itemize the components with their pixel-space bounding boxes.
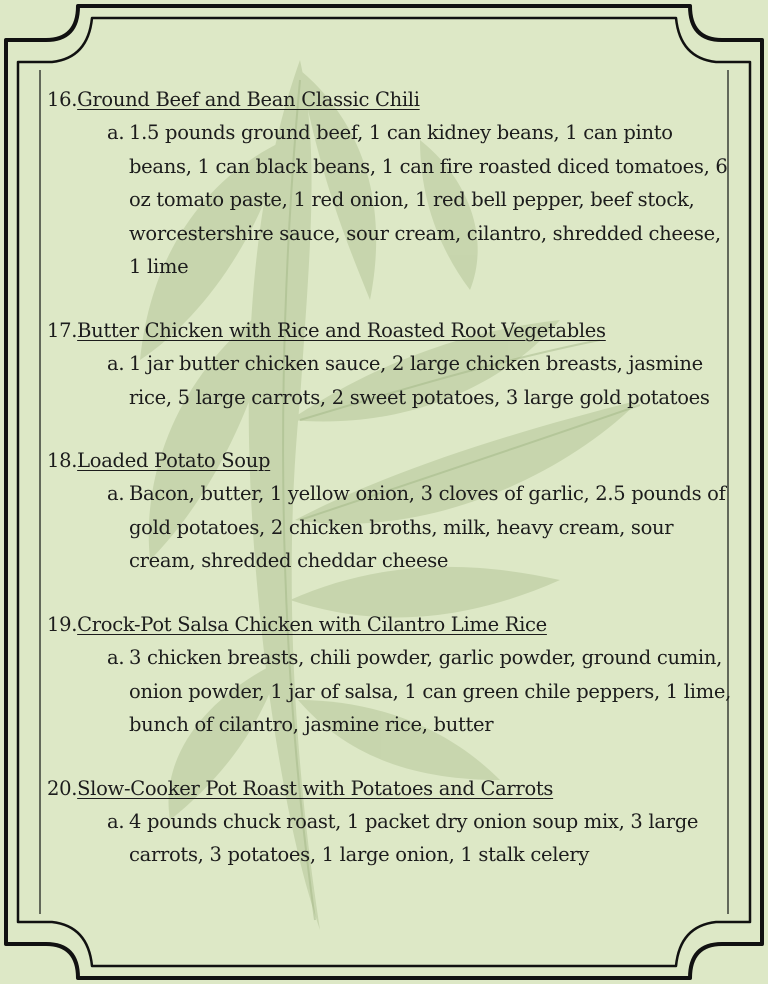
item-letter: a. xyxy=(107,809,125,833)
recipe-20 xyxy=(47,773,737,872)
ingredients-text: 1.5 pounds ground beef, 1 can kidney beans, 1 can pinto beans, 1 can black beans, 1 can fire roasted diced tomatoes, 6 oz tomato paste, 1 red onion, 1 red bell pepper, beef stock, worcestershire sauce, sour cream, cilantro, shredded cheese, 1 lime xyxy=(129,121,728,279)
recipe-18 xyxy=(47,445,737,578)
recipe-16 xyxy=(47,84,737,284)
recipe-title: 20.Slow-Cooker Pot Roast with Potatoes and Carrots xyxy=(47,776,554,800)
recipe-title-text: Slow-Cooker Pot Roast with Potatoes and Carrots xyxy=(77,776,554,800)
item-letter: a. xyxy=(107,121,125,144)
recipe-title-text: Crock-Pot Salsa Chicken with Cilantro Lime Rice xyxy=(77,612,547,636)
recipe-19 xyxy=(47,609,737,742)
ingredients-text: 3 chicken breasts, chili powder, garlic powder, ground cumin, onion powder, 1 jar of salsa, 1 can green chile peppers, 1 lime, bunch of cilantro, jasmine rice, butter xyxy=(129,645,732,737)
recipe-title-text: Loaded Potato Soup xyxy=(77,449,271,473)
recipe-title: 16.Ground Beef and Bean Classic Chili xyxy=(47,88,420,111)
ingredient-list xyxy=(107,477,737,578)
ingredient-list xyxy=(107,641,737,742)
recipe-title: 17.Butter Chicken with Rice and Roasted Root Vegetables xyxy=(47,318,606,342)
ingredient-list xyxy=(107,347,737,414)
ingredients-text: 4 pounds chuck roast, 1 packet dry onion soup mix, 3 large carrots, 3 potatoes, 1 large onion, 1 stalk celery xyxy=(129,809,699,867)
ingredients-text: 1 jar butter chicken sauce, 2 large chicken breasts, jasmine rice, 5 large carrots, 2 sweet potatoes, 3 large gold potatoes xyxy=(129,351,710,409)
ingredient-list xyxy=(107,116,737,284)
recipe-list xyxy=(47,84,737,903)
item-letter: a. xyxy=(107,351,125,375)
ingredient-list xyxy=(107,805,737,872)
recipe-title-text: Ground Beef and Bean Classic Chili xyxy=(77,88,420,111)
item-letter: a. xyxy=(107,482,125,506)
recipe-title-text: Butter Chicken with Rice and Roasted Root Vegetables xyxy=(77,318,606,342)
item-letter: a. xyxy=(107,645,125,669)
ingredients-text: Bacon, butter, 1 yellow onion, 3 cloves of garlic, 2.5 pounds of gold potatoes, 2 chicken broths, milk, heavy cream, sour cream, shredded cheddar cheese xyxy=(129,482,726,573)
recipe-17 xyxy=(47,315,737,414)
recipe-title: 19.Crock-Pot Salsa Chicken with Cilantro Lime Rice xyxy=(47,612,547,636)
recipe-title: 18.Loaded Potato Soup xyxy=(47,449,271,473)
